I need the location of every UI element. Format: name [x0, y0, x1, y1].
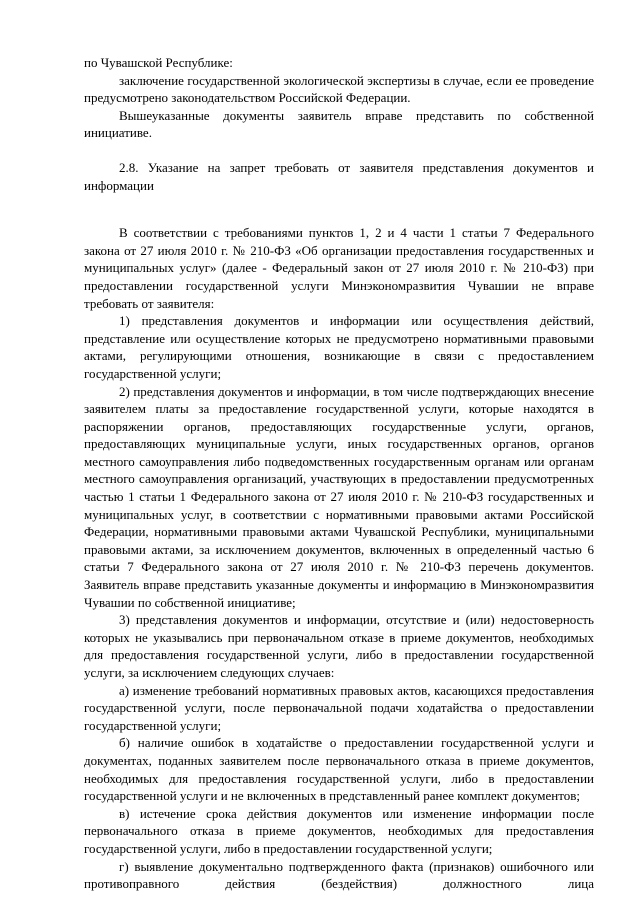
sub-item-b: б) наличие ошибок в ходатайстве о предоставлении государственной услуги и документах, поданных заявителем после первоначального отказа в приеме документов, необходимых для предоставления государственной услуги, либо в предоставлении государственной услуги и не включенных в представленный ранее комплект документов; — [84, 735, 594, 804]
sub-item-v: в) истечение срока действия документов или изменение информации после первоначального отказа в приеме документов, необходимых для предоставления государственной услуги, либо в предоставлении государственной услуги; — [84, 805, 594, 856]
paragraph-federal-law-requirements: В соответствии с требованиями пунктов 1, 2 и 4 части 1 статьи 7 Федерального закона от 27 июля 2010 г. № 210-ФЗ «Об организации предоставления государственных и муниципальных услуг» (далее - Федеральный закон от 27 июля 2010 г. № 210-ФЗ) при предоставлении государственной услуги Минэкономразвития Чувашии не вправе требовать от заявителя: — [84, 225, 594, 311]
document-body — [84, 54, 594, 893]
sub-item-g: г) выявление документально подтвержденного факта (признаков) ошибочного или противоправного действия (бездействия) должностного лица — [84, 858, 594, 892]
list-item-2: 2) представления документов и информации, в том числе подтверждающих внесение заявителем платы за предоставление государственной услуги, которые находятся в распоряжении органов, предоставляющих государственные услуги, органов, предоставляющих муниципальные услуги, иных государственных органов, органов местного самоуправления либо подведомственных государственным органам или органам местного самоуправления организаций, участвующих в предоставлении предусмотренных частью 1 статьи 1 Федерального закона от 27 июля 2010 г. № 210-ФЗ государственных и муниципальных услуг, в соответствии с нормативными правовыми актами Российской Федерации, нормативными правовыми актами Чувашской Республики, муниципальными правовыми актами, за исключением документов, включенных в определенный частью 6 статьи 7 Федерального закона от 27 июля 2010 г. № 210-ФЗ перечень документов. Заявитель вправе представить указанные документы и информацию в Минэкономразвития Чувашии по собственной инициативе; — [84, 383, 594, 610]
sub-item-a: а) изменение требований нормативных правовых актов, касающихся предоставления государственной услуги, после первоначальной подачи ходатайства о предоставлении государственной услуги; — [84, 682, 594, 733]
paragraph-own-initiative: Вышеуказанные документы заявитель вправе представить по собственной инициативе. — [84, 107, 594, 141]
paragraph-ecological-expertise: заключение государственной экологической экспертизы в случае, если ее проведение предусмотрено законодательством Российской Федерации. — [84, 72, 594, 106]
paragraph-continuation: по Чувашской Республике: — [84, 55, 233, 70]
list-item-1: 1) представления документов и информации или осуществления действий, представление или осуществление которых не предусмотрено нормативными правовыми актами, регулирующими отношения, возникающие в связи с предоставлением государственной услуги; — [84, 313, 594, 381]
section-heading-2-8: 2.8. Указание на запрет требовать от заявителя представления документов и информации — [84, 159, 594, 193]
list-item-3: 3) представления документов и информации, отсутствие и (или) недостоверность которых не указывались при первоначальном отказе в приеме документов, необходимых для предоставления государственной услуги, либо в предоставлении государственной услуги, за исключением следующих случаев: — [84, 612, 594, 680]
